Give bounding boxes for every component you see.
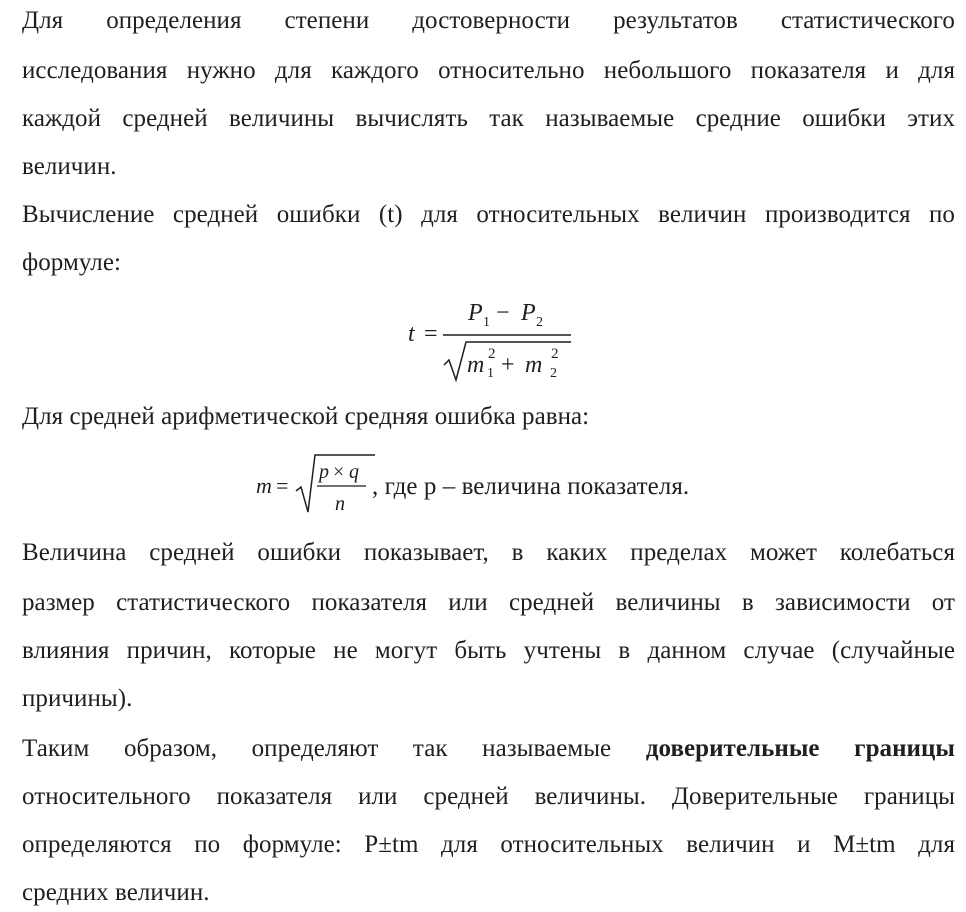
paragraph-5-line-1 xyxy=(22,734,955,764)
paragraph-5-line-2: относительного показателя или средней величины. Доверительные границы xyxy=(22,783,955,810)
formula-2-q: q xyxy=(349,461,359,483)
paragraph-2-line-1: Вычисление средней ошибки (t) для относительных величин производится по xyxy=(22,201,955,228)
paragraph-5-line-4: средних величин. xyxy=(22,879,210,906)
formula-2-times: × xyxy=(333,461,345,483)
standard-error-formula xyxy=(252,448,382,526)
formula-1-m1-sub: 1 xyxy=(487,366,494,381)
formula-1-lhs: t xyxy=(408,321,415,347)
formula-2-equals: = xyxy=(276,473,289,498)
paragraph-1-line-1: Для определения степени достоверности результатов статистического xyxy=(22,7,955,34)
formula-1-plus: + xyxy=(501,352,515,378)
paragraph-4-line-2: размер статистического показателя или средней величины в зависимости от xyxy=(22,589,955,616)
paragraph-4-line-3: влияния причин, которые не могут быть учтены в данном случае (случайные xyxy=(22,637,955,664)
confidence-interval-term: доверительные границы xyxy=(645,735,956,762)
formula-2-lhs: m xyxy=(256,473,272,498)
formula-1-equals: = xyxy=(424,321,438,347)
formula-1-m1-sup: 2 xyxy=(488,346,496,362)
paragraph-5-line-1-prefix: Таким образом, определяют так называемые xyxy=(22,735,612,762)
paragraph-1-line-3: каждой средней величины вычислять так называемые средние ошибки этих xyxy=(22,105,955,132)
paragraph-4-line-1: Величина средней ошибки показывает, в каких пределах может колебаться xyxy=(22,539,955,566)
formula-1-minus: − xyxy=(496,300,510,326)
formula-2-p: p xyxy=(319,461,329,483)
formula-1-p2-sub: 2 xyxy=(536,315,543,330)
paragraph-5-line-3: определяются по формуле: P±tm для относительных величин и M±tm для xyxy=(22,831,955,858)
paragraph-4-line-4: причины). xyxy=(22,685,133,712)
paragraph-3-line-1: Для средней арифметической средняя ошибка равна: xyxy=(22,403,590,430)
t-test-formula xyxy=(400,292,580,388)
formula-1-p1-sub: 1 xyxy=(483,315,490,330)
formula-1-p2: P xyxy=(521,300,536,326)
paragraph-1-line-2: исследования нужно для каждого относительно небольшого показателя и для xyxy=(22,57,955,84)
formula-1-m2-sub: 2 xyxy=(550,366,557,381)
formula-2-trailing-text: , где р – величина показателя. xyxy=(372,473,690,500)
formula-1-p1: P xyxy=(468,300,483,326)
formula-1-m2-sup: 2 xyxy=(551,346,559,362)
paragraph-1-line-4: величин. xyxy=(22,153,117,180)
formula-2-n: n xyxy=(335,493,345,515)
formula-1-m2: m xyxy=(525,352,543,378)
paragraph-2-line-2: формуле: xyxy=(22,249,121,276)
formula-1-m1: m xyxy=(467,352,485,378)
